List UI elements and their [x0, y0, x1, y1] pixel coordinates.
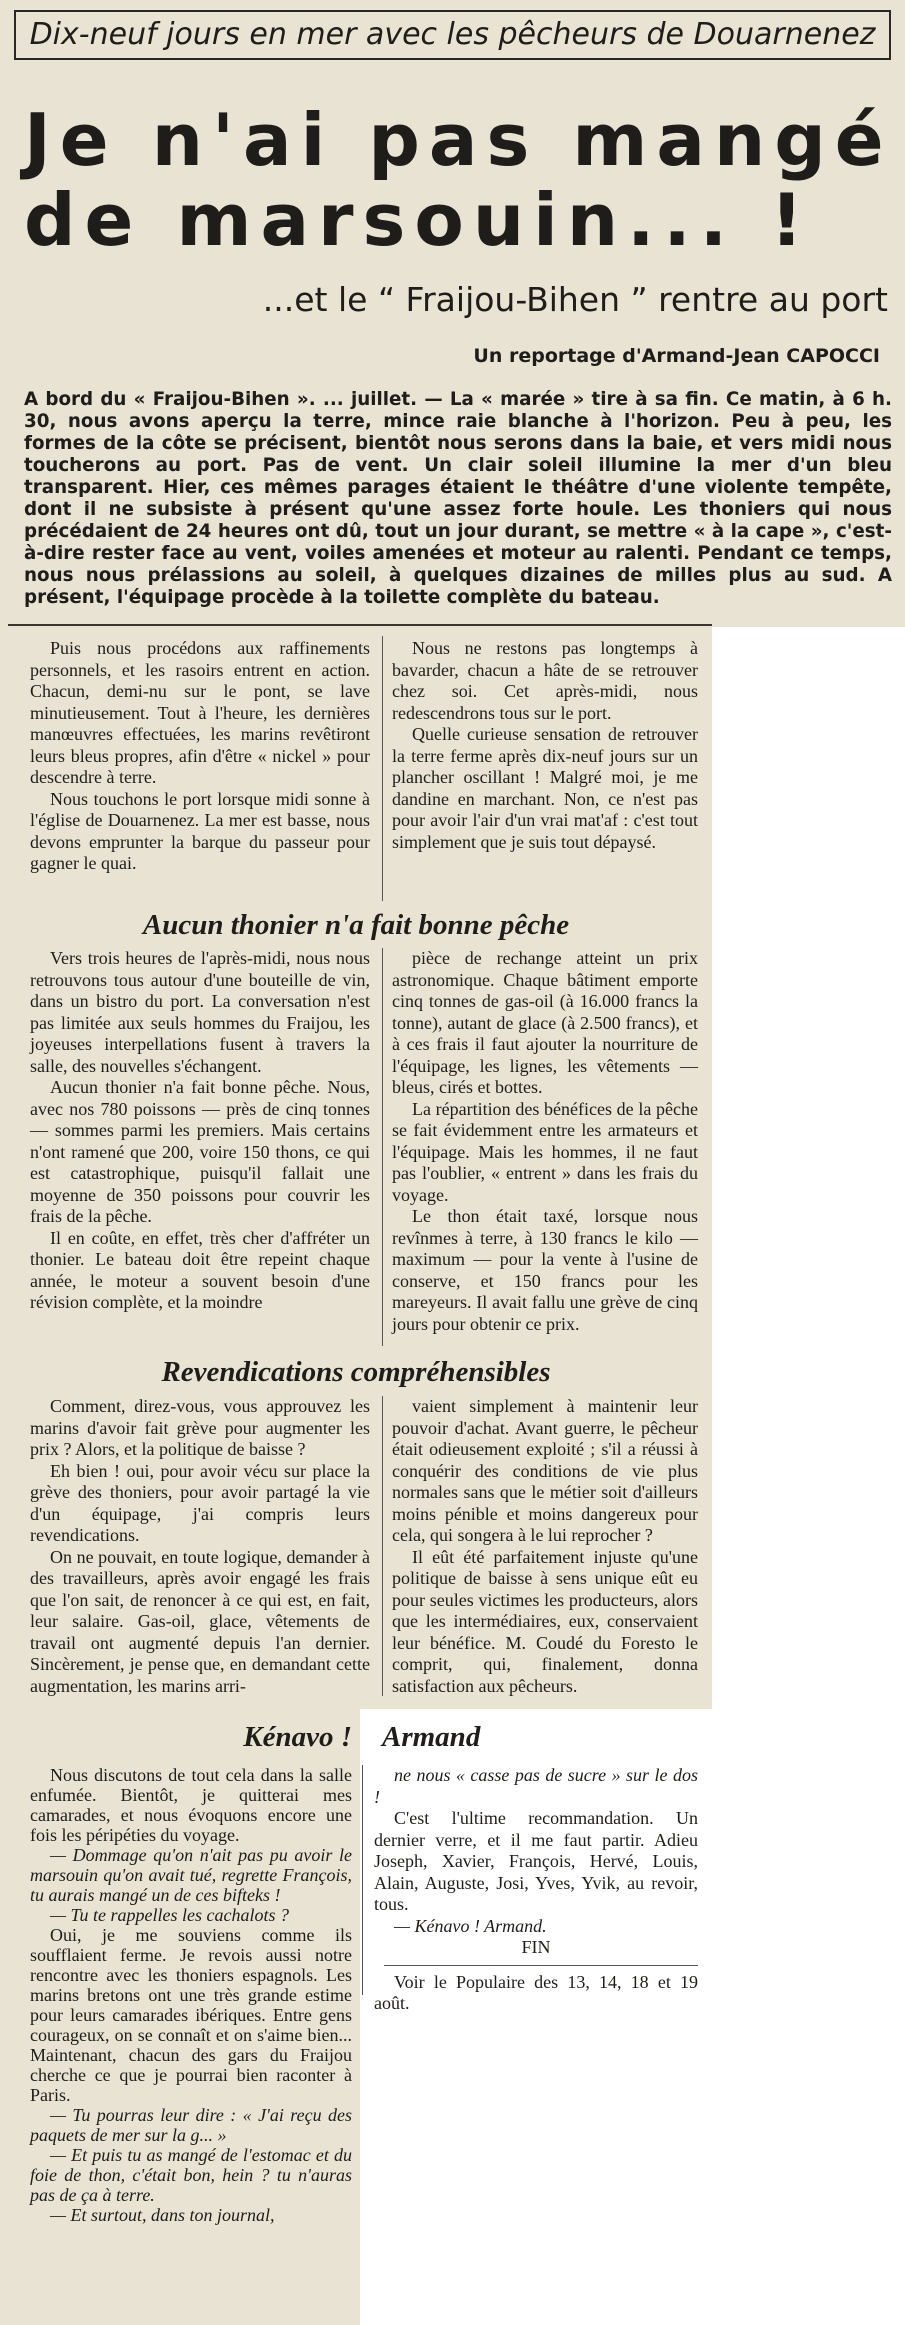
paragraph: vaient simplement à maintenir leur pouvoir d'achat. Avant guerre, le pêcheur était odieusement exploité ; s'il a réussi à conquérir des conditions de vie plus normales sans que le métier soit d'ailleurs moins pénible et moins dangereux pour cela, qui songera à le lui reprocher ? [392, 1396, 698, 1545]
end-mark: FIN [521, 1937, 551, 1957]
intro-column-right [392, 638, 698, 853]
paragraph: pièce de rechange atteint un prix astronomique. Chaque bâtiment emporte cinq tonnes de gas-oil (à 16.000 francs la tonne), autant de glace (à 2.500 francs), et à ces frais il faut ajouter la nourriture de l'équipage, les lignes, les vêtements — bleus, cirés et bottes. [392, 948, 698, 1097]
section-heading-armand: Armand [382, 1721, 481, 1753]
dialogue-line: — Tu te rappelles les cachalots ? [50, 1905, 289, 1925]
note-divider [384, 1965, 698, 1966]
lead-paragraph: A bord du « Fraijou-Bihen ». ... juillet. — La « marée » tire à sa fin. Ce matin, à 6 h. 30, nous avons aperçu la terre, mince raie blanche à l'horizon. Peu à peu, les formes de la côte se précisent, bientôt nous serons dans la baie, et vers midi nous toucherons au port. Pas de vent. Un clair soleil illumine la mer d'un bleu transparent. Hier, ces mêmes parages étaient le théâtre d'une violente tempête, dont il ne subsiste à présent qu'une assez forte houle. Les thoniers qui nous précédaient de 24 heures ont dû, tout un jour durant, se mettre « à la cape », c'est-à-dire rester face au vent, voiles amenées et moteur au ralenti. Pendant ce temps, nous nous prélassions au soleil, à quelques dizaines de milles plus au sud. A présent, l'équipage procède à la toilette complète du bateau. [24, 389, 892, 608]
signoff: — Kénavo ! Armand. [394, 1915, 547, 1936]
section-heading-kenavo: Kénavo ! [243, 1721, 352, 1753]
section3-column-left [30, 1765, 352, 2225]
paragraph: Eh bien ! oui, pour avoir vécu sur place la grève des thoniers, pour avoir partagé la vie d'un équipage, j'ai compris leurs revendications. [30, 1460, 370, 1545]
section2-column-left [30, 1396, 370, 1697]
column-divider [382, 1396, 383, 1696]
paragraph: Quelle curieuse sensation de retrouver la terre ferme après dix-neuf jours sur un plancher oscillant ! Malgré moi, je me dandine en marchant. Non, ce n'est pas pour avoir l'air d'un vrai mat'af : c'est tout simplement que je suis tout dépaysé. [392, 724, 698, 852]
kicker-box: Dix-neuf jours en mer avec les pêcheurs de Douarnenez [14, 10, 891, 60]
paragraph: Aucun thonier n'a fait bonne pêche. Nous, avec nos 780 poissons — près de cinq tonnes — sommes parmi les premiers. Mais certains n'ont ramené que 200, voire 150 thons, ce qui est catastrophique, puisqu'il fallait une moyenne de 350 poissons pour couvrir les frais de la pêche. [30, 1077, 370, 1226]
header-divider [8, 624, 712, 626]
paragraph: Puis nous procédons aux raffinements personnels, et les rasoirs entrent en action. Chacun, demi-nu sur le pont, se lave minutieusement. Tout à l'heure, les dernières manœuvres effectuées, les marins revêtiront leurs bleus propres, afin d'être « nickel » pour descendre à terre. [30, 638, 370, 787]
headline-line-2: de marsouin... ! [24, 178, 813, 262]
section-heading-claims: Revendications compréhensibles [161, 1356, 551, 1388]
section1-column-right [392, 948, 698, 1335]
intro-column-left [30, 638, 370, 875]
headline-line-1: Je n'ai pas mangé [24, 98, 893, 182]
dialogue-line: — Dommage qu'on n'ait pas pu avoir le marsouin qu'on avait tué, regrette François, tu aurais mangé un de ces bifteks ! [30, 1845, 352, 1905]
paragraph: Il eût été parfaitement injuste qu'une politique de baisse à sens unique eût eu pour seules victimes les producteurs, alors que les intermédiaires, eux, conservaient leur bénéfice. M. Coudé du Foresto le comprit, qui, finalement, donna satisfaction aux pêcheurs. [392, 1546, 698, 1696]
dialogue-line: — Et puis tu as mangé de l'estomac et du foie de thon, c'était bon, hein ? tu n'auras pas de ça à terre. [30, 2145, 352, 2205]
column-divider [382, 948, 383, 1346]
paragraph: Nous touchons le port lorsque midi sonne à l'église de Douarnenez. La mer est basse, nous devons emprunter la barque du passeur pour gagner le quai. [30, 788, 370, 873]
byline: Un reportage d'Armand-Jean CAPOCCI [473, 345, 880, 367]
paragraph: Nous discutons de tout cela dans la salle enfumée. Bientôt, je quitterai mes camarades, et nous évoquons encore une fois les péripéties du voyage. [30, 1765, 352, 1845]
paragraph: Comment, direz-vous, vous approuvez les marins d'avoir fait grève pour augmenter les prix ? Alors, et la politique de baisse ? [30, 1396, 370, 1459]
headline [24, 100, 894, 260]
editorial-note: Voir le Populaire des 13, 14, 18 et 19 août. [374, 1971, 698, 2013]
paragraph: Il en coûte, en effet, très cher d'affréter un thonier. Le bateau doit être repeint chaque année, le moteur a souvent besoin d'une révision complète, et la moindre [30, 1227, 370, 1312]
paragraph: Oui, je me souviens comme ils soufflaient ferme. Je revois aussi notre rencontre avec les thoniers espagnols. Les marins bretons ont une très grande estime pour leurs camarades ibériques. Entre gens courageux, on se connaît et on s'aime bien... Maintenant, chacun des gars du Fraijou cherche ce que je pourrai bien raconter à Paris. [30, 1925, 352, 2105]
paragraph: Vers trois heures de l'après-midi, nous nous retrouvons tous autour d'une bouteille de vin, dans un bistro du port. La conversation n'est pas limitée aux seuls hommes du Fraijou, les joyeuses interpellations fusent à travers la salle, des nouvelles s'échangent. [30, 948, 370, 1076]
subheadline: ...et le “ Fraijou-Bihen ” rentre au port [262, 280, 888, 319]
paragraph: C'est l'ultime recommandation. Un dernier verre, et il me faut partir. Adieu Joseph, Xavier, François, Hervé, Louis, Alain, Auguste, Josi, Yves, Yvik, au revoir, tous. [374, 1808, 698, 1914]
paragraph: La répartition des bénéfices de la pêche se fait évidemment entre les armateurs et l'équipage. Mais les hommes, il ne faut pas l'oublier, « entrent » dans les frais du voyage. [392, 1098, 698, 1205]
section2-column-right [392, 1396, 698, 1697]
paragraph: Nous ne restons pas longtemps à bavarder, chacun a hâte de se retrouver chez soi. Cet après-midi, nous redescendrons tous sur le port. [392, 638, 698, 723]
dialogue-line: — Tu pourras leur dire : « J'ai reçu des paquets de mer sur la g... » [30, 2105, 352, 2145]
section1-column-left [30, 948, 370, 1314]
paragraph: Le thon était taxé, lorsque nous revînmes à terre, à 130 francs le kilo — maximum — pour la vente à l'usine de conserve, et 150 francs pour les mareyeurs. Il avait fallu une grève de cinq jours pour obtenir ce prix. [392, 1206, 698, 1334]
column-divider [382, 636, 383, 901]
dialogue-line: — Et surtout, dans ton journal, [50, 2205, 275, 2225]
column-divider [362, 1765, 363, 1995]
dialogue-line: ne nous « casse pas de sucre » sur le dos ! [374, 1765, 698, 1807]
section3-column-right [374, 1765, 698, 2015]
paragraph: On ne pouvait, en toute logique, demander à des travailleurs, après avoir engagé les frais que l'on sait, de renoncer à ce qui est, en fait, leur salaire. Gas-oil, glace, vêtements de travail ont augmenté depuis l'an dernier. Sincèrement, je pense que, en demandant cette augmentation, les marins arri- [30, 1546, 370, 1696]
section-heading-fishing: Aucun thonier n'a fait bonne pêche [142, 909, 570, 941]
